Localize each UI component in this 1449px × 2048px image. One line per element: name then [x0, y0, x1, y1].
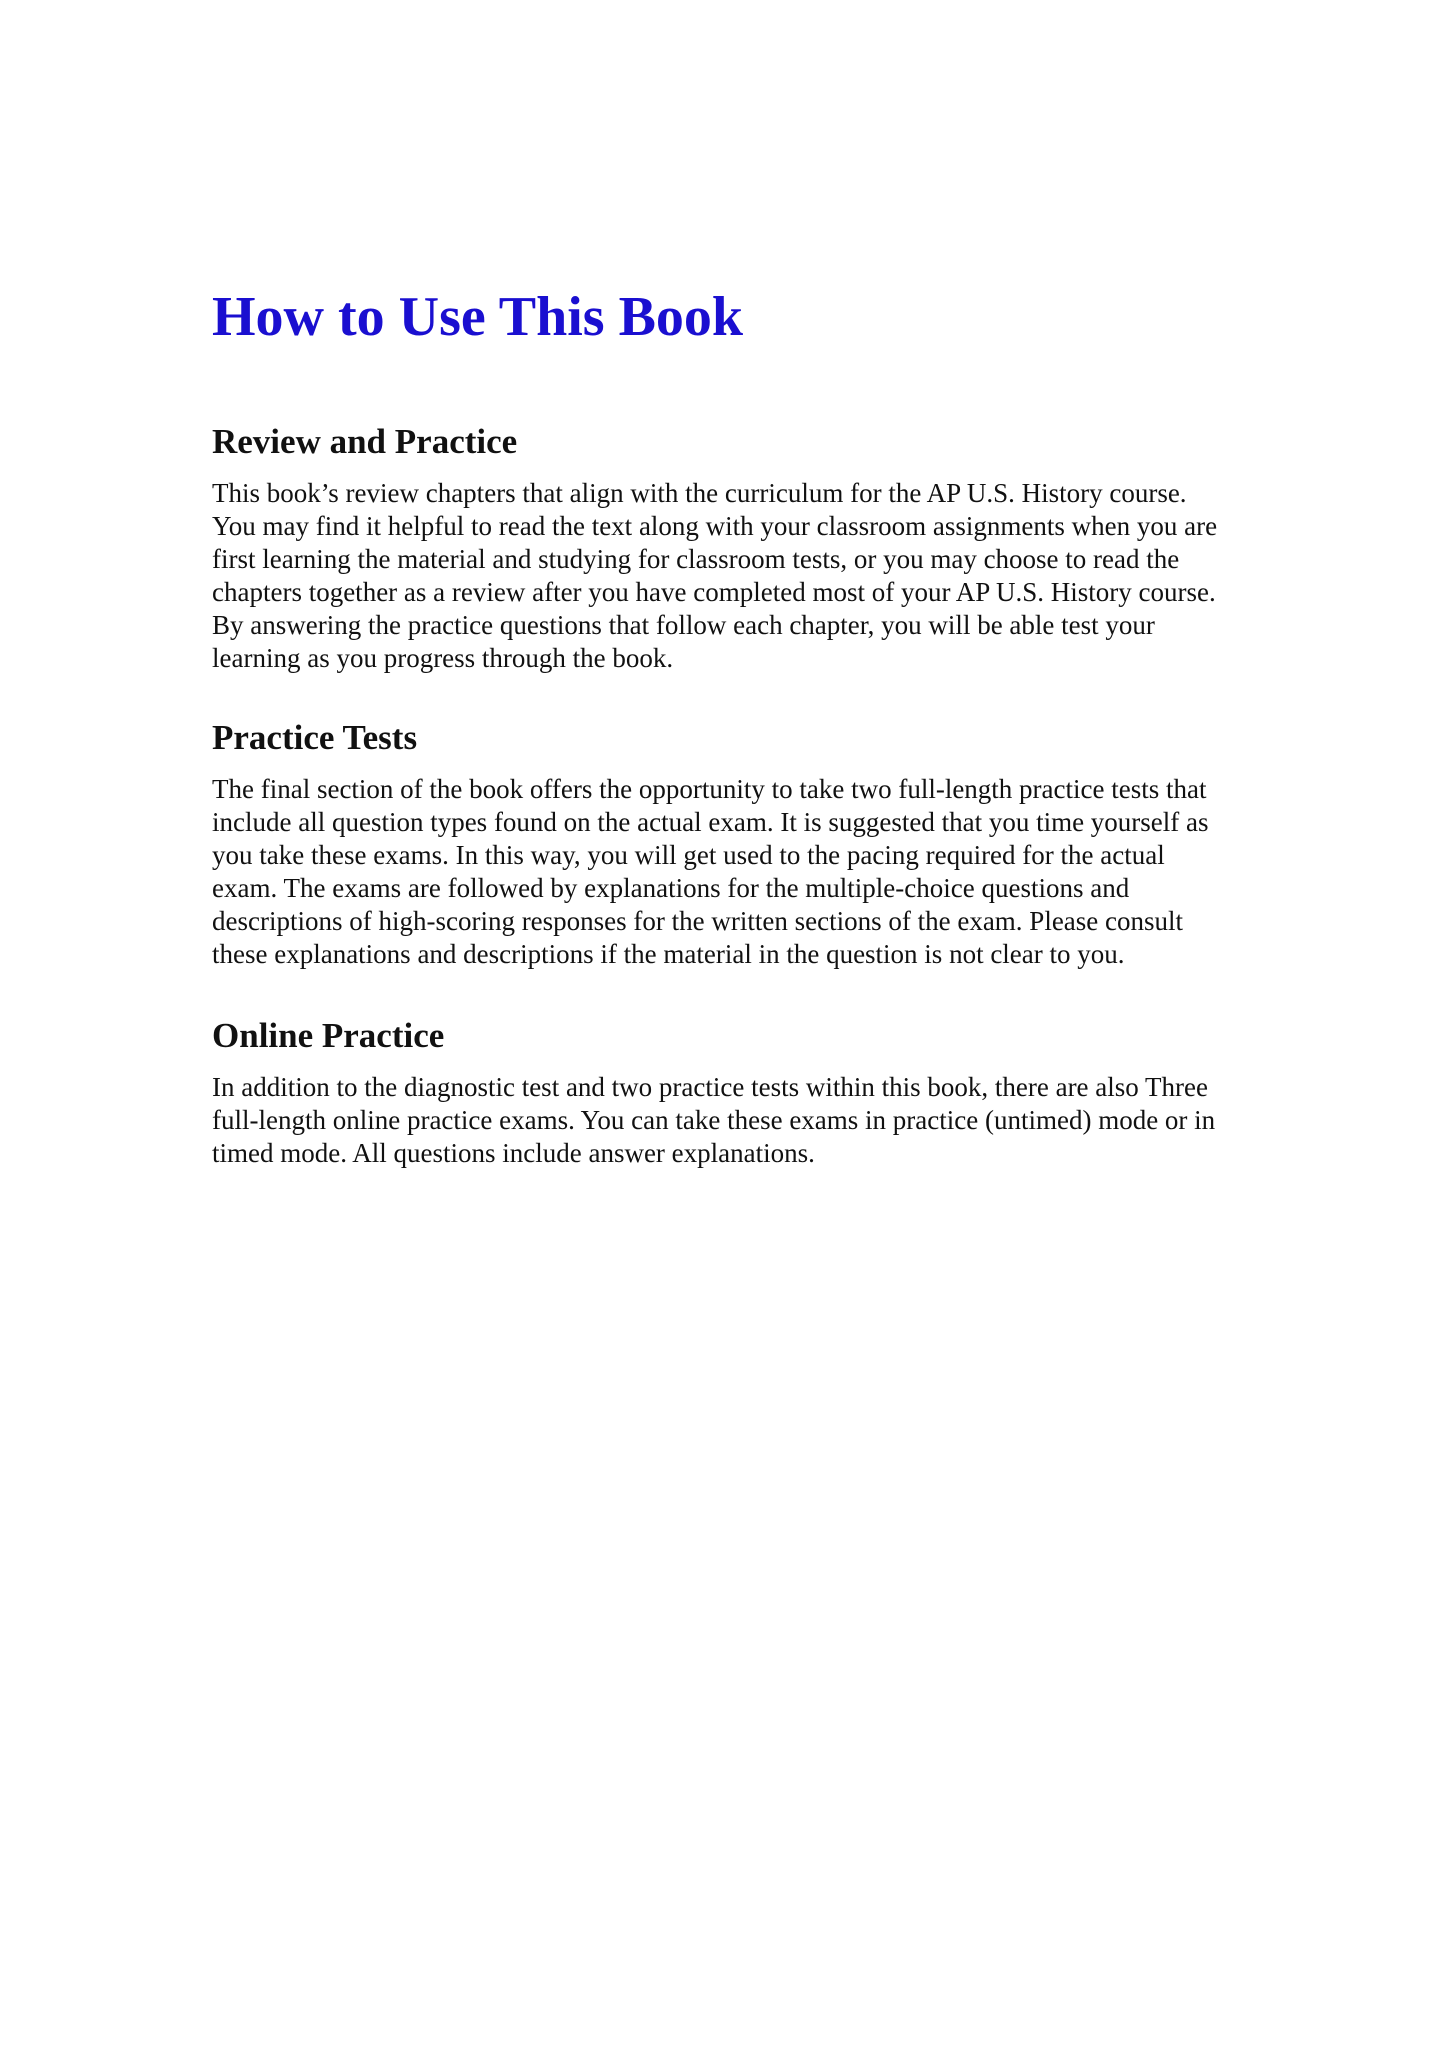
section-heading: Practice Tests	[212, 718, 418, 757]
text-line: descriptions of high-scoring responses for the written sections of the exam. Please consult	[212, 906, 1184, 936]
section-paragraph	[212, 1071, 1252, 1170]
text-line: learning as you progress through the book.	[212, 643, 674, 673]
text-line: chapters together as a review after you have completed most of your AP U.S. History course.	[212, 577, 1216, 607]
text-line: In addition to the diagnostic test and two practice tests within this book, there are also Three	[212, 1072, 1208, 1102]
text-line: By answering the practice questions that follow each chapter, you will be able test your	[212, 610, 1155, 640]
text-line: You may find it helpful to read the text along with your classroom assignments when you are	[212, 511, 1218, 541]
text-line: The final section of the book offers the opportunity to take two full-length practice tests that	[212, 774, 1207, 804]
section-review-and-practice	[212, 420, 1252, 675]
section-paragraph	[212, 773, 1252, 971]
text-line: exam. The exams are followed by explanations for the multiple-choice questions and	[212, 873, 1130, 903]
section-paragraph	[212, 477, 1252, 675]
section-online-practice	[212, 1014, 1252, 1170]
section-heading: Online Practice	[212, 1016, 445, 1055]
page-title: How to Use This Book	[212, 286, 744, 348]
text-line: This book’s review chapters that align with the curriculum for the AP U.S. History course.	[212, 478, 1187, 508]
text-line: you take these exams. In this way, you will get used to the pacing required for the actual	[212, 840, 1165, 870]
text-line: first learning the material and studying for classroom tests, or you may choose to read the	[212, 544, 1180, 574]
section-heading: Review and Practice	[212, 422, 518, 461]
text-line: these explanations and descriptions if the material in the question is not clear to you.	[212, 939, 1125, 969]
text-line: timed mode. All questions include answer explanations.	[212, 1138, 815, 1168]
section-practice-tests	[212, 716, 1252, 971]
text-line: include all question types found on the actual exam. It is suggested that you time yourself as	[212, 807, 1209, 837]
text-line: full-length online practice exams. You can take these exams in practice (untimed) mode or in	[212, 1105, 1216, 1135]
